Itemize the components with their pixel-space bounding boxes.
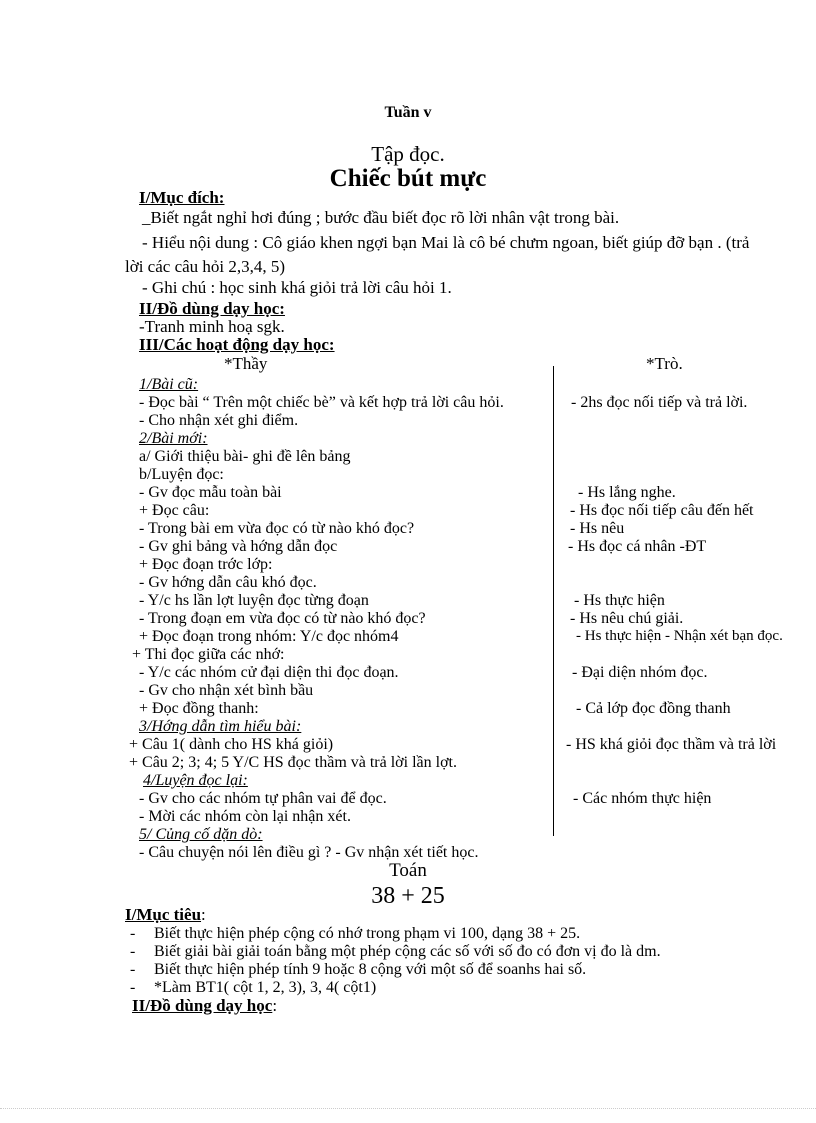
activity-student: - 2hs đọc nối tiếp và trả lời. (571, 394, 748, 411)
activity-student: - Hs nêu chú giải. (570, 610, 684, 627)
objective-bullet: - (130, 979, 136, 996)
activity-teacher: + Đọc câu: (139, 502, 210, 519)
activity-teacher: - Gv cho các nhóm tự phân vai để đọc. (139, 790, 387, 807)
activity-student: - Đại diện nhóm đọc. (572, 664, 708, 681)
activity-student: - Hs nêu (570, 520, 625, 537)
activity-teacher: - Gv ghi bảng và hớng dẫn đọc (139, 538, 338, 555)
activity-student: - Hs đọc cá nhân -ĐT (568, 538, 707, 555)
activity-teacher: - Gv cho nhận xét bình bầu (139, 682, 314, 699)
activity-teacher: - Y/c các nhóm cử đại diện thi đọc đoạn. (139, 664, 399, 681)
activity-teacher: 5/ Củng cố dặn dò: (139, 826, 263, 843)
column-divider (553, 366, 554, 836)
activity-teacher: 2/Bài mới: (139, 430, 208, 447)
activity-teacher: + Đọc đoạn trớc lớp: (139, 556, 273, 573)
activity-teacher: 1/Bài cũ: (139, 376, 199, 393)
activity-teacher: - Đọc bài “ Trên một chiếc bè” và kết hợp trả lời câu hỏi. (139, 394, 504, 411)
lesson-title: Chiếc bút mực (329, 165, 487, 192)
objective-bullet: - (130, 943, 136, 960)
activity-teacher: - Trong bài em vừa đọc có từ nào khó đọc? (139, 520, 415, 537)
objective-item: Biết thực hiện phép tính 9 hoặc 8 cộng với một số để soanhs hai số. (154, 961, 587, 978)
objective-item: *Làm BT1( cột 1, 2, 3), 3, 4( cột1) (154, 979, 377, 996)
column-student: *Trò. (646, 354, 683, 373)
purpose-item-2-cont: lời các câu hỏi 2,3,4, 5) (125, 257, 286, 276)
objective-bullet: - (130, 961, 136, 978)
activity-teacher: 3/Hớng dẫn tìm hiểu bài: (139, 718, 302, 735)
heading-tools-2: II/Đồ dùng dạy học: (132, 996, 278, 1015)
page-bottom-rule (0, 1108, 816, 1109)
activity-teacher: - Y/c hs lần lợt luyện đọc từng đoạn (139, 592, 369, 609)
activity-teacher: b/Luyện đọc: (139, 466, 224, 483)
tools-item-1: -Tranh minh hoạ sgk. (139, 317, 285, 336)
activity-teacher: + Câu 1( dành cho HS khá giỏi) (129, 736, 334, 753)
activity-student: - HS khá giỏi đọc thầm và trả lời (566, 736, 777, 753)
activity-student: - Các nhóm thực hiện (573, 790, 712, 807)
activity-teacher: 4/Luyện đọc lại: (143, 772, 248, 789)
purpose-item-1: _Biết ngắt nghỉ hơi đúng ; bước đầu biết đọc rõ lời nhân vật trong bài. (142, 208, 620, 227)
purpose-item-2: - Hiểu nội dung : Cô giáo khen ngợi bạn Mai là cô bé chưm ngoan, biết giúp đỡ bạn . (trả (142, 233, 750, 252)
activity-student: - Hs thực hiện (574, 592, 665, 609)
lesson-title-2: 38 + 25 (371, 883, 445, 909)
week-label: Tuần v (384, 104, 432, 121)
purpose-item-3: - Ghi chú : học sinh khá giỏi trả lời câu hỏi 1. (142, 278, 452, 297)
activity-teacher: + Đọc đồng thanh: (139, 700, 259, 717)
heading-objectives: I/Mục tiêu: (125, 905, 206, 924)
heading-tools: II/Đồ dùng dạy học: (139, 299, 285, 318)
activity-teacher: - Trong đoạn em vừa đọc có từ nào khó đọc? (139, 610, 426, 627)
objective-item: Biết giải bài giải toán bằng một phép cộng các số với số đo có đơn vị đo là dm. (154, 943, 661, 960)
activity-teacher: - Mời các nhóm còn lại nhận xét. (139, 808, 351, 825)
activity-teacher: - Gv đọc mẫu toàn bài (139, 484, 282, 501)
heading-purpose: I/Mục đích: (139, 188, 225, 207)
activity-teacher: - Gv hớng dẫn câu khó đọc. (139, 574, 317, 591)
activity-teacher: + Câu 2; 3; 4; 5 Y/C HS đọc thầm và trả lời lần lợt. (129, 754, 457, 771)
heading-activities: III/Các hoạt động dạy học: (139, 335, 335, 354)
objective-bullet: - (130, 925, 136, 942)
activity-teacher: - Câu chuyện nói lên điều gì ? - Gv nhận xét tiết học. (139, 844, 479, 861)
column-teacher: *Thầy (224, 354, 268, 373)
objective-item: Biết thực hiện phép cộng có nhớ trong phạm vi 100, dạng 38 + 25. (154, 925, 581, 942)
activity-teacher: - Cho nhận xét ghi điểm. (139, 412, 299, 429)
activity-student: - Hs đọc nối tiếp câu đến hết (570, 502, 754, 519)
activity-student: - Hs lắng nghe. (578, 484, 676, 501)
activity-teacher: + Thi đọc giữa các nhớ: (132, 646, 285, 663)
subject-title: Tập đọc. (371, 142, 445, 166)
subject-title-2: Toán (389, 860, 427, 881)
activity-student: - Hs thực hiện - Nhận xét bạn đọc. (576, 628, 783, 644)
activity-student: - Cả lớp đọc đồng thanh (576, 700, 731, 717)
activity-teacher: + Đọc đoạn trong nhóm: Y/c đọc nhóm4 (139, 628, 399, 645)
activity-teacher: a/ Giới thiệu bài- ghi đề lên bảng (139, 448, 351, 465)
